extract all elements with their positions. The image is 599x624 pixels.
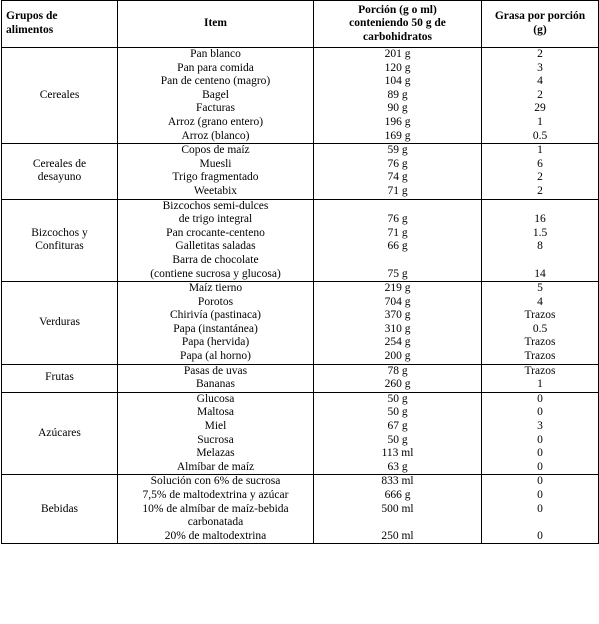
group-name: Bebidas: [40, 502, 79, 515]
item-name: Maltosa: [196, 406, 235, 419]
portion-value: 260 g: [384, 378, 411, 391]
fat-cell: [482, 199, 599, 282]
item-name: carbonatada: [187, 516, 244, 529]
portion-value: 67 g: [387, 420, 408, 433]
group-name-cell: [2, 364, 118, 392]
item-name: Weetabix: [193, 184, 238, 197]
group-name-cell: [2, 392, 118, 475]
table-row: [2, 144, 599, 199]
item-name: Facturas: [196, 102, 235, 115]
fat-value: Trazos: [524, 309, 556, 322]
fat-value: [486, 516, 594, 530]
portion-value: 254 g: [384, 336, 411, 349]
table-row: [2, 282, 599, 365]
fat-value: 1: [537, 378, 543, 391]
item-name: Bananas: [196, 378, 235, 391]
header-fat-line: (g): [533, 24, 547, 36]
item-name: Muesli: [199, 157, 232, 170]
portion-value: 250 ml: [381, 529, 414, 542]
portion-value: 500 ml: [381, 502, 414, 515]
item-name: Papa (hervida): [181, 336, 250, 349]
item-name: Maíz tierno: [188, 282, 243, 295]
item-name: Bagel: [202, 88, 229, 101]
group-name: Verduras: [39, 316, 80, 329]
fat-value: 0: [537, 406, 543, 419]
fat-cell: [482, 364, 599, 392]
fat-value: 0: [537, 433, 543, 446]
group-name-cell: [2, 144, 118, 199]
portion-value: 71 g: [387, 226, 408, 239]
item-name: Solución con 6% de sucrosa: [150, 475, 281, 488]
portion-value: 196 g: [384, 115, 411, 128]
header-portion-line: carbohidratos: [363, 30, 432, 43]
items-cell: [118, 475, 314, 544]
fat-value: [486, 254, 594, 268]
portion-value: 66 g: [387, 240, 408, 253]
group-name: Bizcochos y: [31, 226, 88, 239]
portion-value: 200 g: [384, 350, 411, 363]
portion-value: 89 g: [387, 88, 408, 101]
portion-value: 59 g: [387, 144, 408, 157]
portion-value: 169 g: [384, 129, 411, 142]
portion-value: 310 g: [384, 322, 411, 335]
portion-cell: [314, 48, 482, 144]
fat-value: 0: [537, 460, 543, 473]
fat-value: 3: [537, 420, 543, 433]
items-cell: [118, 392, 314, 475]
group-name: Cereales de: [32, 157, 87, 170]
table-row: [2, 48, 599, 144]
fat-value: 8: [537, 240, 543, 253]
item-name: 10% de almíbar de maíz-bebida: [142, 502, 289, 515]
fat-value: 29: [534, 102, 546, 115]
fat-value: 0: [537, 475, 543, 488]
portion-value: 63 g: [387, 460, 408, 473]
fat-value: 1.5: [532, 226, 548, 239]
items-cell: [118, 199, 314, 282]
item-name: Papa (al horno): [180, 350, 251, 363]
item-name: Melazas: [196, 447, 235, 460]
portion-value: 76 g: [387, 213, 408, 226]
group-name-cell: [2, 282, 118, 365]
header-group-line: alimentos: [6, 24, 54, 36]
header-portion-line: Porción (g o ml): [358, 3, 437, 16]
item-name: Arroz (blanco): [181, 129, 250, 142]
item-name: Pan de centeno (magro): [160, 75, 271, 88]
header-fat: [482, 1, 599, 48]
item-name: Chirivía (pastinaca): [169, 309, 261, 322]
fat-value: 0.5: [532, 322, 548, 335]
portion-value: 370 g: [384, 309, 411, 322]
portion-value: 704 g: [384, 295, 411, 308]
item-name: Copos de maíz: [181, 144, 250, 157]
table-row: [2, 364, 599, 392]
fat-value: 2: [537, 171, 543, 184]
header-fat-line: Grasa por porción: [494, 10, 586, 23]
item-name: Barra de chocolate: [172, 253, 259, 266]
portion-value: 104 g: [384, 75, 411, 88]
portion-value: 50 g: [387, 433, 408, 446]
header-item: [118, 1, 314, 48]
item-name: Miel: [204, 420, 227, 433]
item-name: Pan crocante-centeno: [166, 226, 265, 239]
item-name: Arroz (grano entero): [167, 115, 264, 128]
portion-value: 50 g: [387, 406, 408, 419]
portion-cell: [314, 144, 482, 199]
fat-value: 0: [537, 447, 543, 460]
item-name: Pasas de uvas: [183, 364, 248, 377]
group-name-cell: [2, 475, 118, 544]
fat-cell: [482, 392, 599, 475]
portion-value: [318, 254, 477, 268]
fat-value: 0: [537, 502, 543, 515]
portion-value: 78 g: [387, 364, 408, 377]
fat-value: 0: [537, 489, 543, 501]
fat-value: 14: [534, 267, 546, 280]
food-table: [1, 0, 599, 544]
portion-cell: [314, 364, 482, 392]
items-cell: [118, 144, 314, 199]
fat-value: 0.5: [532, 129, 548, 142]
fat-value: 4: [537, 75, 543, 88]
item-name: Trigo fragmentado: [172, 171, 259, 184]
fat-value: 2: [537, 184, 543, 197]
fat-value: 4: [537, 295, 543, 308]
item-name: (contiene sucrosa y glucosa): [150, 267, 281, 280]
fat-value: 1: [537, 115, 543, 128]
fat-value: 5: [537, 282, 543, 295]
fat-value: 0: [537, 529, 543, 542]
fat-value: 0: [537, 392, 543, 405]
header-group: [2, 1, 118, 48]
item-name: 7,5% de maltodextrina y azúcar: [142, 489, 289, 501]
table-row: [2, 475, 599, 544]
portion-value: 120 g: [384, 61, 411, 74]
portion-value: 50 g: [387, 392, 408, 405]
portion-value: 90 g: [387, 102, 408, 115]
fat-value: 16: [534, 213, 546, 226]
fat-cell: [482, 475, 599, 544]
table-row: [2, 199, 599, 282]
fat-value: 6: [537, 157, 543, 170]
fat-cell: [482, 48, 599, 144]
group-name: Frutas: [45, 371, 74, 384]
portion-value: [318, 200, 477, 214]
fat-value: 1: [537, 144, 543, 157]
portion-value: 113 ml: [381, 447, 414, 460]
group-name-cell: [2, 48, 118, 144]
item-name: 20% de maltodextrina: [164, 529, 267, 542]
item-name: Papa (instantánea): [173, 322, 258, 335]
fat-value: 3: [537, 61, 543, 74]
items-cell: [118, 282, 314, 365]
item-name: Almíbar de maíz: [176, 460, 255, 473]
group-name: Cereales: [39, 88, 80, 101]
items-cell: [118, 364, 314, 392]
group-name-cell: [2, 199, 118, 282]
portion-value: 76 g: [387, 157, 408, 170]
fat-value: Trazos: [524, 336, 556, 349]
portion-cell: [314, 475, 482, 544]
header-item-label: Item: [204, 17, 227, 30]
fat-cell: [482, 144, 599, 199]
item-name: de trigo integral: [178, 213, 253, 226]
portion-value: 74 g: [387, 171, 408, 184]
portion-value: 833 ml: [381, 475, 414, 488]
portion-value: 71 g: [387, 184, 408, 197]
portion-cell: [314, 392, 482, 475]
fat-value: 2: [537, 48, 543, 60]
portion-value: 666 g: [384, 489, 411, 501]
portion-value: 75 g: [387, 267, 408, 280]
portion-value: 201 g: [384, 48, 411, 60]
item-name: Galletitas saladas: [175, 240, 256, 253]
fat-cell: [482, 282, 599, 365]
fat-value: Trazos: [524, 364, 556, 377]
portion-value: 219 g: [384, 282, 411, 295]
item-name: Glucosa: [196, 392, 235, 405]
header-group-line: Grupos de: [6, 10, 58, 23]
portion-cell: [314, 282, 482, 365]
fat-value: Trazos: [524, 350, 556, 363]
group-name: Confituras: [35, 240, 84, 253]
fat-value: 2: [537, 88, 543, 101]
fat-value: [486, 200, 594, 214]
header-portion-line: conteniendo 50 g de: [349, 17, 446, 30]
header-portion: [314, 1, 482, 48]
header-row: [2, 1, 599, 48]
item-name: Sucrosa: [197, 433, 234, 446]
items-cell: [118, 48, 314, 144]
portion-value: [318, 516, 477, 530]
table-body: [2, 48, 599, 544]
item-name: Pan blanco: [190, 48, 241, 60]
item-name: Porotos: [197, 295, 234, 308]
group-name: desayuno: [37, 171, 82, 184]
item-name: Pan para comida: [177, 61, 254, 74]
item-name: Bizcochos semi-dulces: [162, 199, 269, 212]
group-name: Azúcares: [38, 426, 81, 439]
portion-cell: [314, 199, 482, 282]
table-row: [2, 392, 599, 475]
